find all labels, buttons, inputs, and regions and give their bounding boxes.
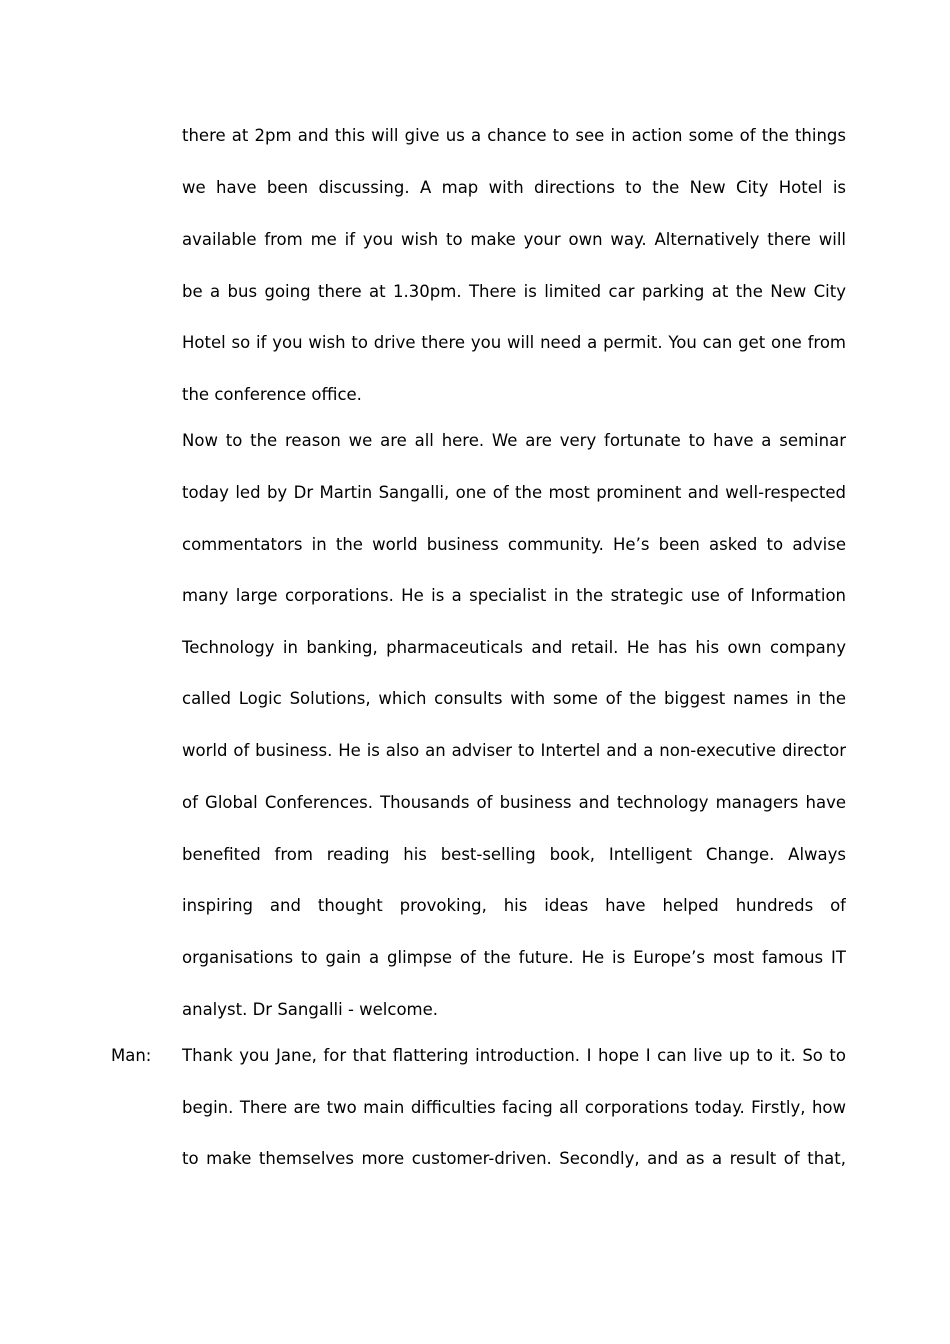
text-line: analyst. Dr Sangalli - welcome. [182,1000,439,1019]
text-line: benefited from reading his best-selling book, Intelligent Change. Always [182,845,846,864]
text-line: there at 2pm and this will give us a chance to see in action some of the things [182,126,846,145]
text-line: called Logic Solutions, which consults with some of the biggest names in the [182,689,846,708]
speaker-label: Man: [111,1046,152,1065]
text-line: be a bus going there at 1.30pm. There is limited car parking at the New City [182,282,846,301]
text-line: Hotel so if you wish to drive there you will need a permit. You can get one from [182,333,846,352]
text-line: Thank you Jane, for that flattering introduction. I hope I can live up to it. So to [182,1046,846,1065]
text-line: commentators in the world business community. He’s been asked to advise [182,535,846,554]
text-line: available from me if you wish to make your own way. Alternatively there will [182,230,846,249]
text-line: begin. There are two main difficulties facing all corporations today. Firstly, how [182,1098,846,1117]
text-line: organisations to gain a glimpse of the future. He is Europe’s most famous IT [182,948,846,967]
text-line: world of business. He is also an adviser to Intertel and a non-executive director [182,741,846,760]
text-line: to make themselves more customer-driven. Secondly, and as a result of that, [182,1149,846,1168]
text-line: we have been discussing. A map with directions to the New City Hotel is [182,178,846,197]
text-line: today led by Dr Martin Sangalli, one of the most prominent and well-respected [182,483,846,502]
text-line: inspiring and thought provoking, his ideas have helped hundreds of [182,896,846,915]
text-line: Now to the reason we are all here. We are very fortunate to have a seminar [182,431,846,450]
text-line: the conference office. [182,385,362,404]
text-line: many large corporations. He is a specialist in the strategic use of Information [182,586,846,605]
text-line: of Global Conferences. Thousands of business and technology managers have [182,793,846,812]
text-line: Technology in banking, pharmaceuticals and retail. He has his own company [182,638,846,657]
